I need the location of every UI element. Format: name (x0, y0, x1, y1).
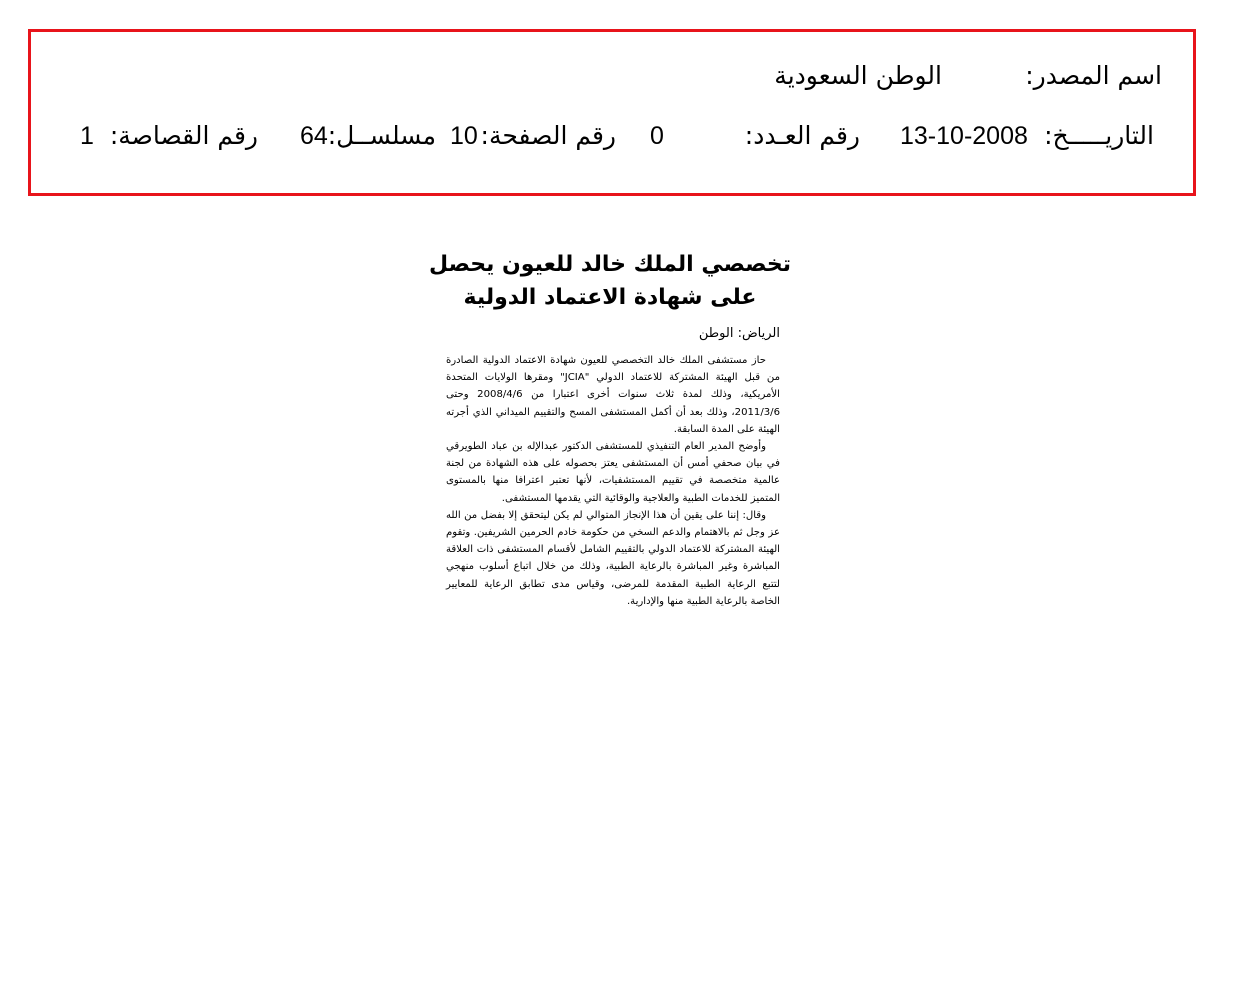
issue-value: 0 (650, 122, 664, 150)
source-label: اسم المصدر: (1025, 61, 1162, 90)
serial-value: 64 (300, 122, 328, 150)
clip-value: 1 (80, 122, 94, 150)
article-headline-line2: على شهادة الاعتماد الدولية (463, 285, 757, 310)
date-value: 13-10-2008 (900, 122, 1028, 150)
article-headline-line1: تخصصي الملك خالد للعيون يحصل (428, 252, 792, 277)
article-paragraph: وأوضح المدير العام التنفيذي للمستشفى الدكتور عبدالإله بن عباد الطويرقي في بيان صحفي أمس أن المستشفى يعتز بحصوله على هذه الشهادة من لجنة عالمية متخصصة في تقييم المستشفيات، لأنها تعتبر اعترافا منها بالمستوى المتميز للخدمات الطبية والعلاجية والوقائية التي يقدمها المستشفى. (446, 441, 780, 504)
article-dateline: الرياض: الوطن (698, 326, 780, 341)
date-label: التاريـــــخ: (1044, 121, 1154, 150)
page-value: 10 (450, 122, 478, 150)
serial-label: مسلســل: (327, 121, 436, 150)
source-value: الوطن السعودية (774, 61, 942, 90)
page-label: رقم الصفحة: (480, 121, 616, 150)
issue-label: رقم العـدد: (744, 121, 860, 150)
article-body (446, 352, 780, 610)
article-paragraph: وقال: إننا على يقين أن هذا الإنجاز المتوالي لم يكن ليتحقق إلا بفضل من الله عز وجل ثم بالاهتمام والدعم السخي من حكومة خادم الحرمين الشريفين. وتقوم الهيئة المشتركة للاعتماد الدولي بالتقييم الشامل لأقسام المستشفى ذات العلاقة المباشرة وغير المباشرة بالرعاية الطبية، وذلك من خلال اتباع أسلوب منهجي لتتبع الرعاية الطبية المقدمة للمرضى، وقياس مدى تطابق الرعاية للمعايير الخاصة بالرعاية الطبية منها والإدارية. (446, 509, 780, 607)
metadata-box (28, 29, 1196, 196)
clip-label: رقم القصاصة: (109, 121, 258, 150)
article-paragraph: حاز مستشفى الملك خالد التخصصي للعيون شهادة الاعتماد الدولية الصادرة من قبل الهيئة المشتركة للاعتماد الدولي "JCIA" ومقرها الولايات المتحدة الأمريكية، وذلك لمدة ثلاث سنوات أخرى اعتبارا من 2008/4/6 وحتى 2011/3/6، وذلك بعد أن أكمل المستشفى المسح والتقييم الميداني الذي أجرته الهيئة على المدة السابقة. (446, 355, 780, 435)
